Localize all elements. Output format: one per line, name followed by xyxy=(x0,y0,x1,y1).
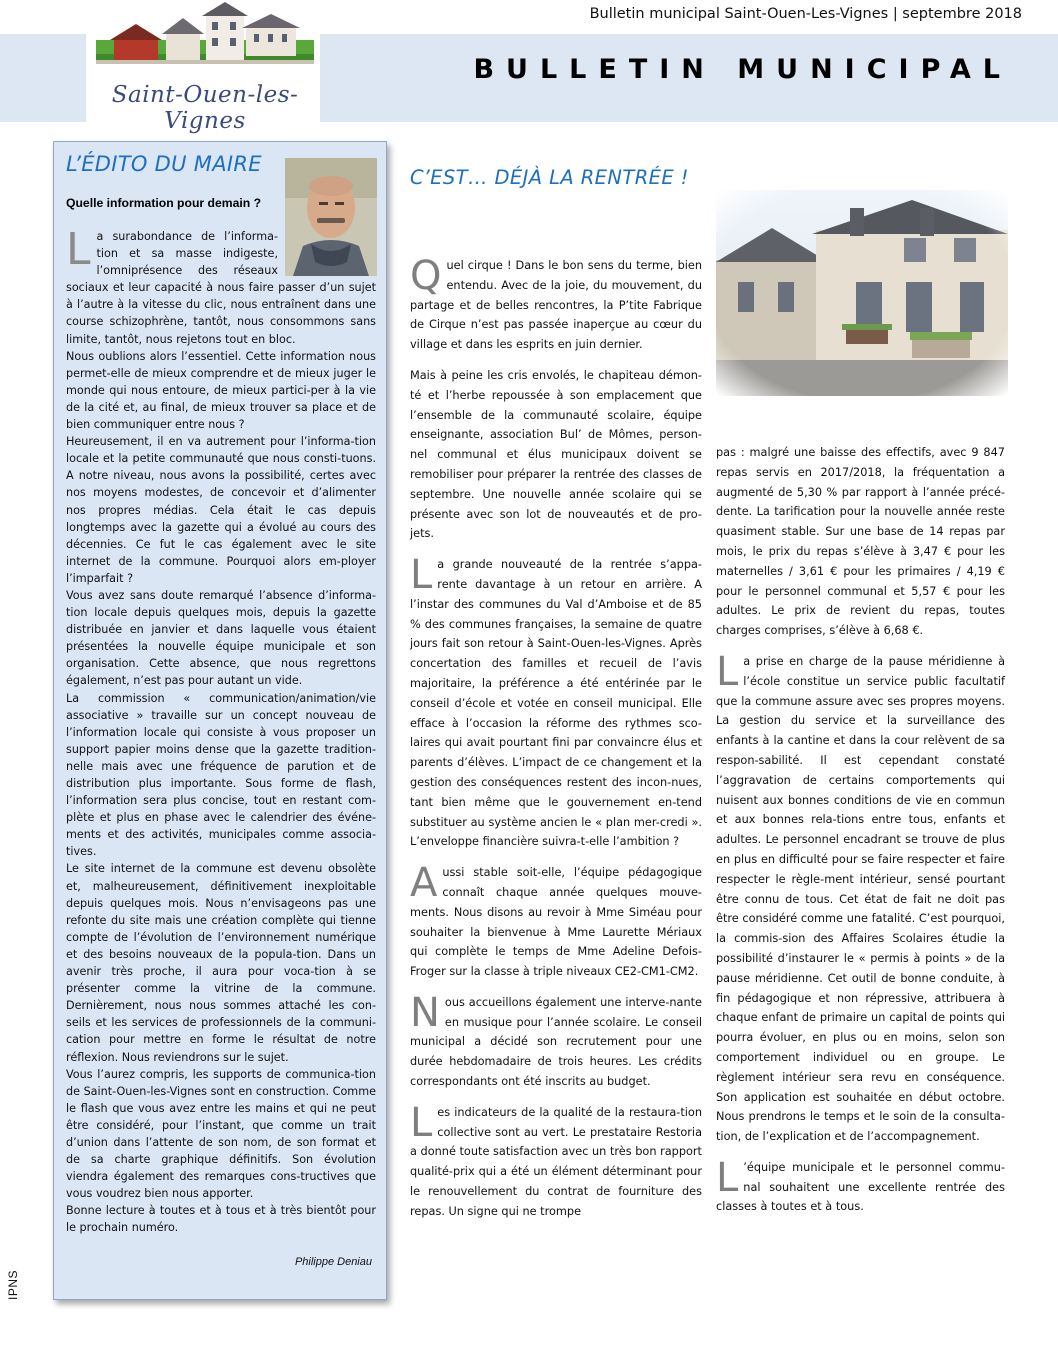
article-paragraph: Quel cirque ! Dans le bon sens du terme, bien entendu. Avec de la joie, du mouvement, du partage et de belles rencontres, la P’tite Fabrique de Cirque n’est pas passée inaperçue au cœur du village et dans les esprits en juin dernier. xyxy=(410,253,702,352)
article-paragraph: Mais à peine les cris envolés, le chapiteau démon-té et l’herbe repoussée à son emplacement que l’ensemble de la communauté scolaire, équipe enseignante, association Bul’ de Mômes, person-nel communal et élus municipaux doivent se remobiliser pour préparer la rentrée des classes de septembre. Une nouvelle année scolaire qui se présente avec son lot de nouveautés et de pro-jets. xyxy=(410,368,702,541)
article-paragraph: La prise en charge de la pause méridienne à l’école constitue un service public facultatif que la commune assure avec ses propres moyens. La gestion du service et la surveillance des enfants à la cantine et dans la cour relèvent de sa respon-sabilité. Il est cependant constaté l’aggravation de certains comportements qui nuisent aux bonnes conditions de vie en commun et aux bonnes rela-tions entre tous, enfants et adultes. Le personnel encadrant se trouve de plus en plus en difficulté pour se faire respecter et faire respecter le règle-ment intérieur, sensé pourtant être connu de tous. Cet état de fait ne doit pas être considéré comme une fatalité. C’est pourquoi, la commis-sion des Affaires Scolaires étudie la possibilité d’instaurer le « permis à points » de la pause méridienne. Cet outil de bonne conduite, à fin pédagogique et non répressive, attribuera à chaque enfant de primaire un capital de points qui pourra évoluer, en plus ou en moins, selon son comportement individuel ou en groupe. Le règlement intérieur sera revu en conséquence. Son application est souhaitée en début octobre. Nous prendrons le temps et le soin de la consulta-tion, de l’explication et de l’accompagnement. xyxy=(716,648,1005,1144)
article-paragraph: Aussi stable soit-elle, l’équipe pédagogique connaît chaque année quelques mouve-ments. Nous disons au revoir à Mme Siméau pour souhaiter la bienvenue à Mme Laurette Mériaux qui complète le temps de Mme Adeline Defois-Froger sur la classe à triple niveaux CE2-CM1-CM2. xyxy=(410,860,702,979)
edito-paragraph: Heureusement, il en va autrement pour l’informa-tion locale et la petite communauté que nous consti-tuons. A notre niveau, nous avons la possibilité, certes avec nos moyens modestes, de concevoir et d’alimenter nos propres médias. Cela était le cas depuis longtemps avec la gazette qui a évolué au cours des décennies. Ce fut le cas également avec le site internet de la commune. Pourquoi alors em-ployer l’imparfait ? xyxy=(66,435,376,585)
ipns-label: IPNS xyxy=(6,1269,20,1300)
drop-cap: A xyxy=(410,860,438,907)
masthead-title: BULLETIN MUNICIPAL xyxy=(473,54,1012,85)
edito-paragraph: Bonne lecture à toutes et à tous et à très bientôt pour le prochain numéro. xyxy=(66,1204,376,1235)
edito-body xyxy=(66,224,376,1237)
drop-cap: L xyxy=(410,552,433,599)
drop-cap: L xyxy=(716,1154,739,1201)
edito-subtitle: Quelle information pour demain ? xyxy=(66,196,262,210)
article-paragraph: Les indicateurs de la qualité de la restaura-tion collective sont au vert. Le prestataire Restoria a donné toute satisfaction avec un très bon rapport qualité-prix qui a été un élément déterminant pour le renouvellement du contrat de fourniture des repas. Un signe qui ne trompe xyxy=(410,1099,702,1218)
drop-cap: N xyxy=(410,989,440,1036)
article-column-right xyxy=(716,443,1005,1228)
drop-cap: L xyxy=(410,1099,433,1146)
edito-paragraph: Vous l’aurez compris, les supports de communica-tion de Saint-Ouen-les-Vignes sont en construction. Comme le flash que vous avez entre les mains et qui ne peut être considéré, pour l’instant, que comme un trait d’union dans l’attente de son nom, de son format et de sa charte graphique définitifs. Son évolution viendra également des remarques cons-tructives que vous voudrez bien nous apporter. xyxy=(66,1067,376,1201)
edito-paragraph: Vous avez sans doute remarqué l’absence d’informa-tion locale depuis quelques mois, depuis la gazette distribuée en janvier et dans laquelle vous étaient présentées la nouvelle équipe municipale et son organisation. Cette absence, que nous regrettons également, n’est pas pour autant un vide. xyxy=(66,588,376,688)
article-paragraph: L ’équipe municipale et le personnel commu-nal souhaitent une excellente rentrée des classes à toutes et à tous. xyxy=(716,1154,1005,1214)
edito-signature: Philippe Deniau xyxy=(294,1256,372,1268)
edito-paragraph: Nous oublions alors l’essentiel. Cette information nous permet-elle de mieux comprendre et de mieux juger le monde qui nous entoure, de mieux partici-per à la vie de la cité et, au final, de mieux trouver sa place et de bien communiquer entre nous ? xyxy=(66,349,376,432)
edito-title: L’ÉDITO DU MAIRE xyxy=(66,152,262,176)
town-hall-photo xyxy=(716,190,1008,396)
village-logo-illustration xyxy=(96,2,314,80)
edito-paragraph: Le site internet de la commune est devenu obsolète et, malheureusement, définitivement inexploitable depuis quelques mois. Nous n’envisageons pas une refonte du site mais une création complète qui tienne compte de l’évolution de l’environnement numérique et des besoins nouveaux de la popula-tion. Dans un avenir très proche, il aura pour voca-tion à se présenter comme la vitrine de la commune. Dernièrement, nous nous sommes attaché les con-seils et les services de professionnels de la communi-cation pour mettre en forme le résultat de notre réflexion. Nous reviendrons sur le sujet. xyxy=(66,862,376,1064)
drop-cap: L xyxy=(66,224,91,275)
edito-box xyxy=(53,141,387,1300)
article-column-middle xyxy=(410,253,702,1233)
logo-text: Saint-Ouen-les-Vignes xyxy=(111,82,299,134)
article-title: C’EST… DÉJÀ LA RENTRÉE ! xyxy=(410,166,689,189)
article-paragraph: pas : malgré une baisse des effectifs, avec 9 847 repas servis en 2017/2018, la fréquentation a augmenté de 5,30 % par rapport à l’année précé-dente. La tarification pour la nouvelle année reste quasiment stable. Sur une base de 14 repas par mois, le prix du repas s’élève à 3,47 € pour les maternelles / 3,61 € pour les primaires / 4,19 € pour le personnel communal et 5,57 € pour les adultes. Le prix de revient du repas, toutes charges comprises, s’élève à 6,68 €. xyxy=(716,446,1005,638)
article-paragraph: La grande nouveauté de la rentrée s’appa-rente davantage à un retour en arrière. A l’instar des communes du Val d’Amboise et de 85 % des communes françaises, la semaine de quatre jours fait son retour à Saint-Ouen-les-Vignes. Après concertation des familles et recueil de l’avis majoritaire, la préférence a été entérinée par le conseil d’école et votée en conseil municipal. Elle efface à l’occasion la réforme des rythmes sco-laires qui avait pourtant fini par convaincre élus et parents d’élèves. L’impact de ce changement et la gestion des conséquences restent des incon-nues, tant bien même que le gouvernement en-tend substituer au système ancien le « plan mer-credi ». L’enveloppe financière suivra-t-elle l’ambition ? xyxy=(410,552,702,849)
drop-cap: Q xyxy=(410,253,442,299)
header-issue-line: Bulletin municipal Saint-Ouen-Les-Vignes | septembre 2018 xyxy=(589,6,1022,22)
edito-paragraph: La surabondance de l’informa-tion et sa masse indigeste, l’omniprésence des réseaux sociaux et leur capacité à nous faire passer d’un sujet à l’autre à la vitesse du clic, nous entraînent dans une course schizophrène, tantôt, nous consommons sans limite, tantôt, nous rejetons tout en bloc. xyxy=(66,224,376,346)
drop-cap: L xyxy=(716,648,739,695)
edito-paragraph: La commission « communication/animation/vie associative » travaille sur un concept nouveau de l’information locale qui consiste à vous proposer un support papier moins dense que la gazette tradition-nelle mais avec une fréquence de parution et de distribution plus importante. Sous forme de flash, l’information sera plus concise, tout en restant com-plète et plus en phase avec le calendrier des événe-ments et des activités, municipales comme associa-tives. xyxy=(66,691,376,859)
article-paragraph: Nous accueillons également une interve-nante en musique pour l’année scolaire. Le conseil municipal a décidé son recrutement pour une durée hebdomadaire de trois heures. Les crédits correspondants ont été inscrits au budget. xyxy=(410,989,702,1089)
